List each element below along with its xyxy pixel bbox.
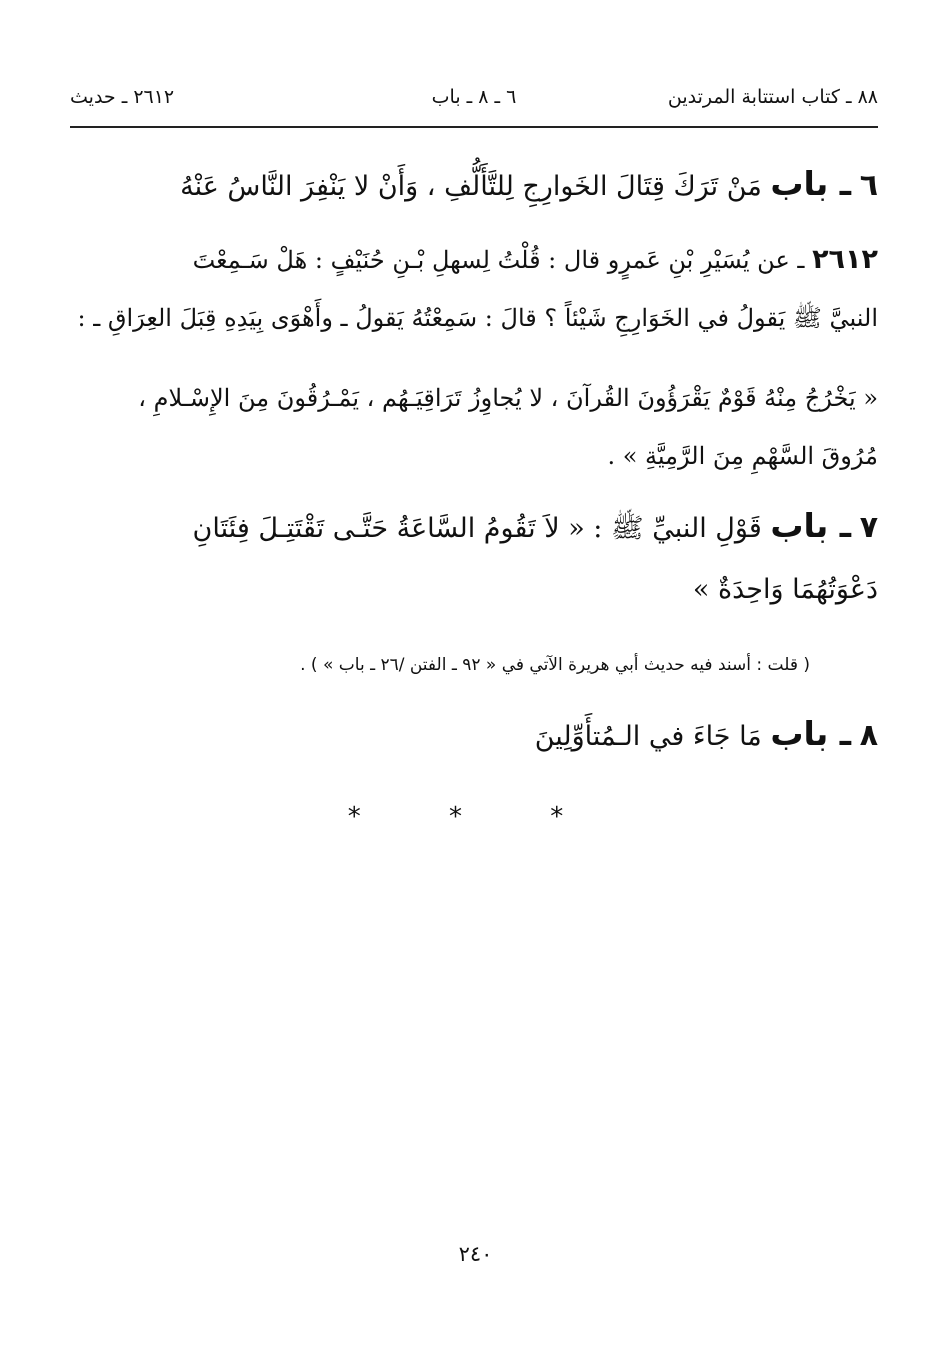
hadith-quote-line-2: مُرُوقَ السَّهْمِ مِنَ الرَّمِيَّةِ » . bbox=[607, 442, 878, 470]
section-title: مَنْ تَرَكَ قِتَالَ الخَوارِجِ لِلتَّأَلُّفِ ، وَأَنْ لا يَنْفِرَ النَّاسُ عَنْهُ bbox=[180, 171, 762, 202]
section-keyword: ـ باب bbox=[770, 714, 852, 753]
section-number: ٧ bbox=[859, 510, 878, 545]
hadith-line-1 bbox=[70, 240, 878, 280]
page-number: ٢٤٠ bbox=[458, 1242, 493, 1266]
header-hadith-number: ٢٦١٢ ـ حديث bbox=[70, 86, 175, 108]
section-keyword: ـ باب bbox=[770, 164, 852, 203]
section-7-heading-line-2: دَعْوَتُهُمَا وَاحِدَةٌ » bbox=[692, 574, 878, 605]
header-chapters: ٦ ـ ٨ ـ باب bbox=[431, 86, 517, 108]
header-rule bbox=[70, 126, 878, 128]
asterisk-separator: * * * bbox=[347, 802, 604, 832]
section-title: قَوْلِ النبيِّ ﷺ : « لاَ تَقُومُ السَّاعَةُ حَتَّـى تَقْتَتِـلَ فِئَتَانِ bbox=[192, 513, 762, 544]
section-number: ٨ bbox=[859, 718, 878, 753]
section-title: مَا جَاءَ في الـمُتأَوِّلِينَ bbox=[534, 721, 762, 752]
editor-note: ( قلت : أسند فيه حديث أبي هريرة الآتي في « ٩٢ ـ الفتن /٢٦ ـ باب » ) . bbox=[300, 655, 810, 675]
hadith-line-2: النبيَّ ﷺ يَقولُ في الخَوَارِجِ شَيْئاً ؟ قالَ : سَمِعْتُهُ يَقولُ ـ وأَهْوَى بِيَدِهِ قِبَلَ العِرَاقِ ـ : bbox=[77, 304, 878, 332]
section-8-heading bbox=[70, 712, 878, 759]
hadith-text: ـ عن يُسَيْرِ بْنِ عَمرٍو قال : قُلْتُ لِسهلِ بْـنِ حُنَيْفٍ : هَلْ سَـمِعْتَ bbox=[192, 246, 805, 274]
section-7-heading bbox=[70, 504, 878, 551]
section-number: ٦ bbox=[859, 168, 878, 203]
hadith-number: ٢٦١٢ bbox=[812, 244, 878, 275]
running-header bbox=[70, 82, 878, 112]
header-book-title: ٨٨ ـ كتاب استتابة المرتدين bbox=[667, 86, 878, 108]
section-keyword: ـ باب bbox=[770, 506, 852, 545]
hadith-quote-line-1: « يَخْرُجُ مِنْهُ قَوْمٌ يَقْرَؤُونَ القُرآنَ ، لا يُجاوِزُ تَرَاقِيَـهُم ، يَمْـرُقُونَ مِنَ الإِسْـلامِ ، bbox=[138, 384, 878, 412]
section-6-heading bbox=[70, 162, 878, 209]
